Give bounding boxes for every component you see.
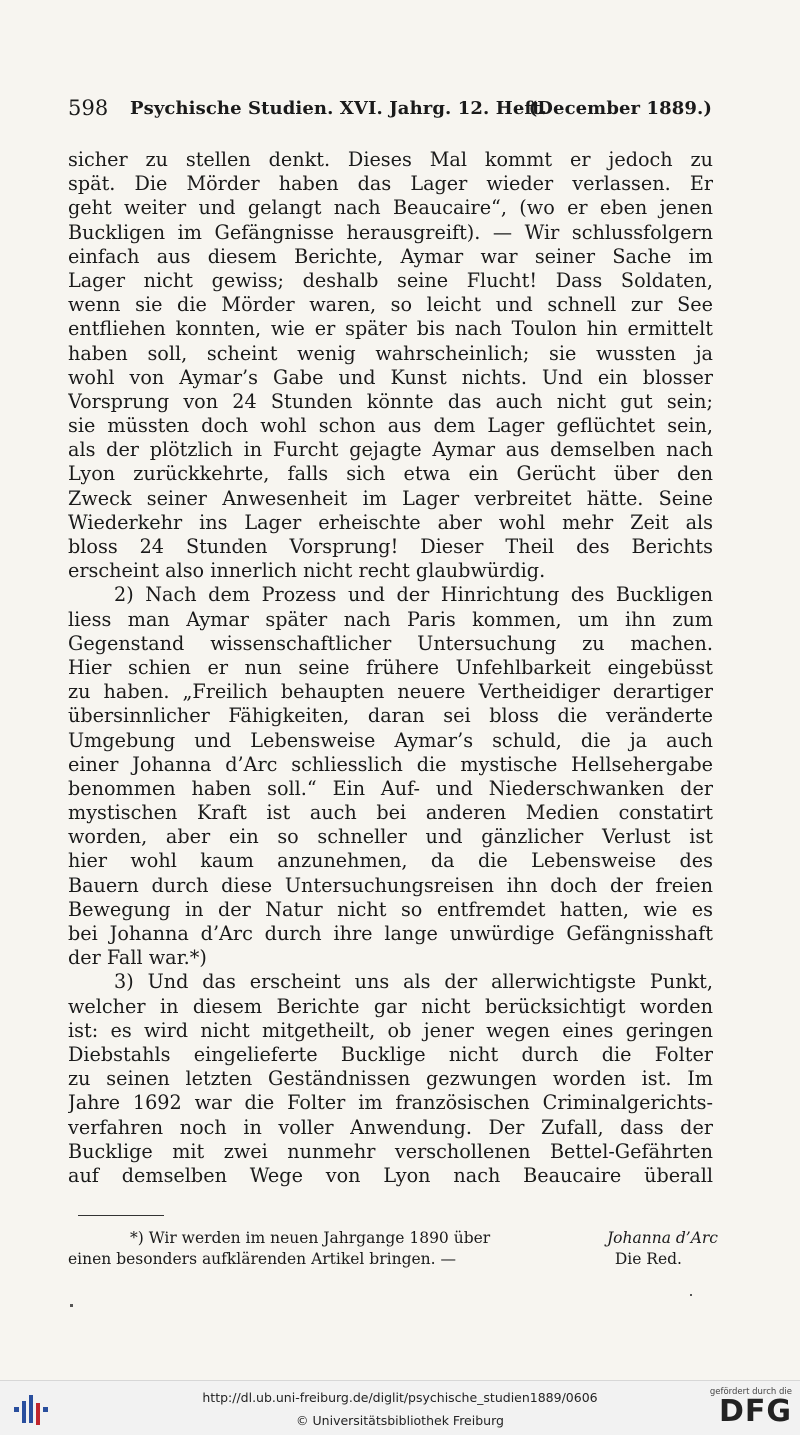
- text-line: bei Johanna d’Arc durch ihre lange unwürdige Gefängnisshaft: [68, 922, 713, 945]
- text-line: bloss 24 Stunden Vorsprung! Dieser Theil des Berichts: [68, 535, 713, 558]
- text-line: sie müssten doch wohl schon aus dem Lager geflüchtet sein,: [68, 414, 713, 438]
- text-line: der Fall war.*): [68, 946, 207, 970]
- text-line: Lager nicht gewiss; deshalb seine Flucht! Dass Soldaten,: [68, 268, 713, 292]
- text-line: Hier schien er nun seine frühere Unfehlbarkeit eingebüsst: [68, 655, 713, 679]
- footnote-text: einen besonders aufklärenden Artikel bringen. —: [68, 1250, 457, 1268]
- text-line: als der plötzlich in Furcht gejagte Aymar aus demselben nach: [68, 438, 713, 462]
- text-line: einer Johanna d’Arc schliesslich die mystische Hellsehergabe: [68, 752, 713, 776]
- text-line: Lyon zurückkehrte, falls sich etwa ein Gerücht über den: [68, 462, 713, 486]
- dfg-logo: [706, 1387, 792, 1431]
- text-line: verfahren noch in voller Anwendung. Der Zufall, dass der: [68, 1115, 713, 1139]
- text-line: entfliehen konnten, wie er später bis nach Toulon hin ermittelt: [68, 317, 713, 341]
- text-line: haben soll, scheint wenig wahrscheinlich; sie wussten ja: [68, 341, 713, 365]
- text-line: hier wohl kaum anzunehmen, da die Lebensweise des: [68, 849, 713, 873]
- text-line: Wiederkehr ins Lager erheischte aber wohl mehr Zeit als: [68, 510, 713, 534]
- document-url-link[interactable]: http://dl.ub.uni-freiburg.de/diglit/psychische_studien1889/0606: [202, 1390, 598, 1405]
- text-line: Umgebung und Lebensweise Aymar’s schuld, die ja auch: [68, 728, 713, 752]
- text-line: Gegenstand wissenschaftlicher Untersuchung zu machen.: [68, 631, 713, 655]
- text-line: zu haben. „Freilich behaupten neuere Vertheidiger derartiger: [68, 680, 713, 704]
- text-line: 2) Nach dem Prozess und der Hinrichtung des Buckligen: [114, 583, 713, 607]
- text-line: Buckligen im Gefängnisse herausgreift). — Wir schlussfolgern: [68, 220, 713, 244]
- footnote-text: *) Wir werden im neuen Jahrgange 1890 über: [130, 1229, 491, 1247]
- viewer-footer: [0, 1380, 800, 1435]
- text-line: worden, aber ein so schneller und gänzlicher Verlust ist: [68, 825, 713, 849]
- footnote-separator: [78, 1215, 164, 1216]
- footnote-name: Johanna d’Arc: [606, 1229, 718, 1247]
- text-line: auf demselben Wege von Lyon nach Beaucaire überall: [68, 1163, 713, 1187]
- text-line: benommen haben soll.“ Ein Auf- und Niederschwanken der: [68, 776, 713, 800]
- footnote-signature: Die Red.: [614, 1250, 682, 1268]
- text-line: mystischen Kraft ist auch bei anderen Medien constatirt: [68, 801, 713, 825]
- text-line: erscheint also innerlich nicht recht glaubwürdig.: [68, 559, 546, 583]
- issue-date: (December 1889.): [528, 98, 712, 119]
- text-line: liess man Aymar später nach Paris kommen, um ihn zum: [68, 607, 713, 631]
- text-line: Bucklige mit zwei nunmehr verschollenen Bettel-Gefährten: [68, 1139, 713, 1163]
- text-line: zu seinen letzten Geständnissen gezwungen worden ist. Im: [68, 1067, 713, 1091]
- text-line: 3) Und das erscheint uns als der allerwichtigste Punkt,: [114, 970, 713, 994]
- footnote-line: [68, 1249, 718, 1270]
- text-line: Vorsprung von 24 Stunden könnte das auch nicht gut sein;: [68, 389, 713, 413]
- dfg-wordmark: DFG: [718, 1394, 792, 1429]
- text-line: wohl von Aymar’s Gabe und Kunst nichts. Und ein blosser: [68, 365, 713, 389]
- text-line: geht weiter und gelangt nach Beaucaire“, (wo er eben jenen: [68, 196, 713, 220]
- text-line: wenn sie die Mörder waren, so leicht und schnell zur See: [68, 293, 713, 317]
- text-line: ist: es wird nicht mitgetheilt, ob jener wegen eines geringen: [68, 1018, 713, 1042]
- scan-speck: [70, 1304, 73, 1307]
- footnote-line: [68, 1228, 718, 1249]
- page-number: 598: [68, 96, 109, 120]
- running-header: [68, 96, 712, 126]
- text-line: einfach aus diesem Berichte, Aymar war seiner Sache im: [68, 244, 713, 268]
- text-line: spät. Die Mörder haben das Lager wieder verlassen. Er: [68, 172, 713, 196]
- copyright-notice: © Universitätsbibliothek Freiburg: [296, 1413, 504, 1428]
- text-line: Jahre 1692 war die Folter im französischen Criminalgerichts-: [68, 1091, 713, 1115]
- footnote: [68, 1228, 718, 1270]
- text-line: Bewegung in der Natur nicht so entfremdet hatten, wie es: [68, 897, 713, 921]
- text-line: übersinnlicher Fähigkeiten, daran sei bloss die veränderte: [68, 704, 713, 728]
- text-line: Diebstahls eingelieferte Bucklige nicht durch die Folter: [68, 1042, 713, 1066]
- journal-title: Psychische Studien. XVI. Jahrg. 12. Heft.: [130, 98, 548, 119]
- scan-speck: [690, 1294, 692, 1296]
- dfg-caption: gefördert durch die: [709, 1387, 792, 1397]
- text-line: Zweck seiner Anwesenheit im Lager verbreitet hätte. Seine: [68, 486, 713, 510]
- text-line: sicher zu stellen denkt. Dieses Mal kommt er jedoch zu: [68, 148, 713, 171]
- text-line: Bauern durch diese Untersuchungsreisen ihn doch der freien: [68, 873, 713, 897]
- body-text: [68, 148, 713, 1188]
- text-line: welcher in diesem Berichte gar nicht berücksichtigt worden: [68, 994, 713, 1018]
